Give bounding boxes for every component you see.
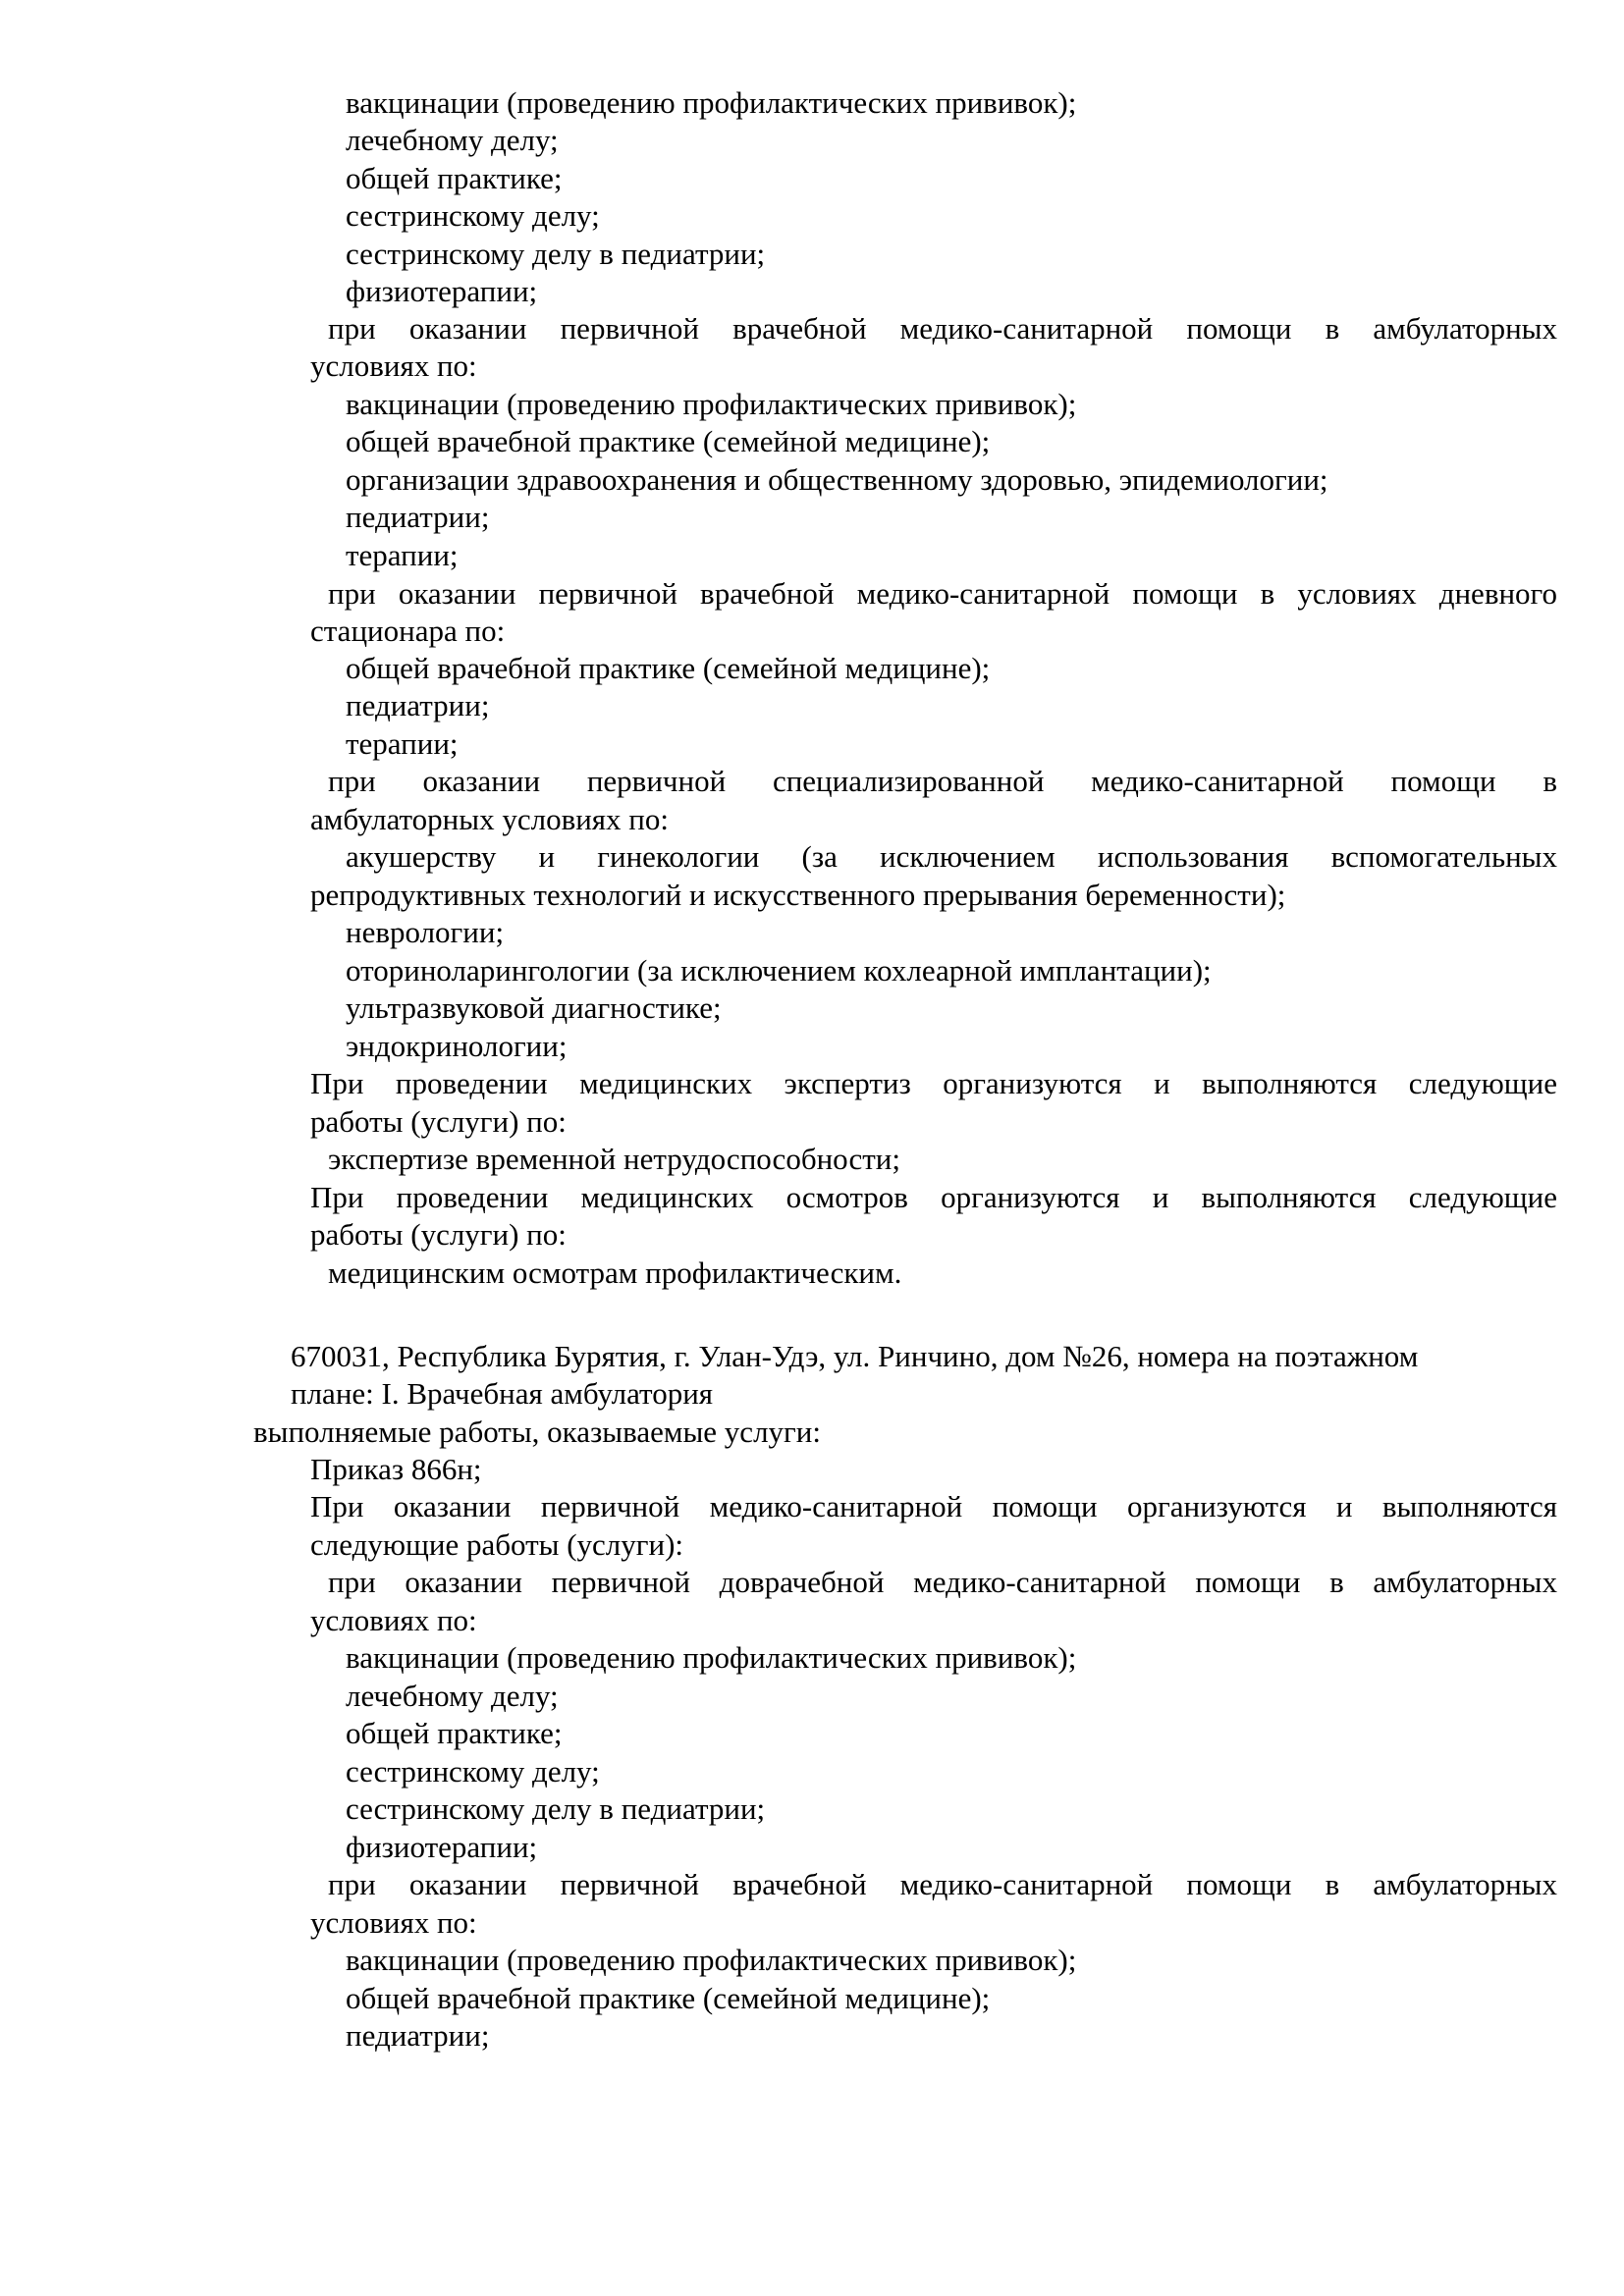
list-item: Приказ 866н; — [310, 1452, 482, 1486]
paragraph-line: при оказании первичной врачебной медико-санитарной помощи в амбулаторных — [328, 1867, 1557, 1901]
list-item: педиатрии; — [346, 2018, 490, 2053]
paragraph-line: При проведении медицинских экспертиз организуются и выполняются следующие — [310, 1066, 1557, 1100]
list-item: сестринскому делу; — [346, 1754, 600, 1789]
list-item: педиатрии; — [346, 500, 490, 534]
list-item: лечебному делу; — [346, 1679, 559, 1713]
list-item: терапии; — [346, 726, 459, 761]
address-line: плане: I. Врачебная амбулатория — [291, 1376, 714, 1411]
list-item: лечебному делу; — [346, 123, 559, 157]
list-item: сестринскому делу в педиатрии; — [346, 1791, 766, 1826]
paragraph-line: работы (услуги) по: — [310, 1217, 567, 1252]
list-item: неврологии; — [346, 915, 505, 949]
list-item: общей врачебной практике (семейной медицине); — [346, 424, 991, 458]
section-heading: выполняемые работы, оказываемые услуги: — [253, 1415, 821, 1449]
list-item: общей врачебной практике (семейной медицине); — [346, 651, 991, 685]
list-item: вакцинации (проведению профилактических прививок); — [346, 1943, 1077, 1977]
list-item: физиотерапии; — [346, 274, 538, 308]
list-item: общей практике; — [346, 161, 563, 195]
paragraph-line: условиях по: — [310, 1603, 477, 1637]
list-item: вакцинации (проведению профилактических прививок); — [346, 387, 1077, 421]
list-item: сестринскому делу в педиатрии; — [346, 237, 766, 271]
list-item: общей врачебной практике (семейной медицине); — [346, 1981, 991, 2015]
paragraph-line: акушерству и гинекологии (за исключением использования вспомогательных — [346, 839, 1557, 874]
list-item: медицинским осмотрам профилактическим. — [328, 1255, 902, 1290]
paragraph-line: при оказании первичной доврачебной медико-санитарной помощи в амбулаторных — [328, 1565, 1557, 1599]
list-item: сестринскому делу; — [346, 198, 600, 233]
list-item: терапии; — [346, 538, 459, 572]
list-item: вакцинации (проведению профилактических прививок); — [346, 1640, 1077, 1675]
list-item: оториноларингологии (за исключением кохлеарной имплантации); — [346, 953, 1212, 988]
list-item: эндокринологии; — [346, 1029, 568, 1063]
list-item: педиатрии; — [346, 688, 490, 722]
paragraph-line: при оказании первичной специализированной медико-санитарной помощи в — [328, 764, 1557, 798]
paragraph-line: следующие работы (услуги): — [310, 1527, 684, 1562]
paragraph-line: при оказании первичной врачебной медико-санитарной помощи в условиях дневного — [328, 576, 1557, 611]
paragraph-line: стационара по: — [310, 614, 506, 648]
paragraph-line: условиях по: — [310, 348, 477, 383]
list-item: ультразвуковой диагностике; — [346, 990, 722, 1025]
paragraph-line: при оказании первичной врачебной медико-санитарной помощи в амбулаторных — [328, 311, 1557, 346]
list-item: экспертизе временной нетрудоспособности; — [328, 1142, 900, 1176]
paragraph-line: работы (услуги) по: — [310, 1104, 567, 1139]
list-item: физиотерапии; — [346, 1830, 538, 1864]
list-item: вакцинации (проведению профилактических прививок); — [346, 85, 1077, 120]
list-item: организации здравоохранения и общественному здоровью, эпидемиологии; — [346, 462, 1328, 497]
paragraph-line: условиях по: — [310, 1905, 477, 1940]
paragraph-line: При проведении медицинских осмотров организуются и выполняются следующие — [310, 1180, 1557, 1214]
paragraph-line: амбулаторных условиях по: — [310, 802, 670, 836]
paragraph-line: репродуктивных технологий и искусственного прерывания беременности); — [310, 878, 1286, 912]
address-line: 670031, Республика Бурятия, г. Улан-Удэ, ул. Ринчино, дом №26, номера на поэтажном — [291, 1339, 1419, 1373]
list-item: общей практике; — [346, 1716, 563, 1750]
paragraph-line: При оказании первичной медико-санитарной помощи организуются и выполняются — [310, 1489, 1557, 1523]
